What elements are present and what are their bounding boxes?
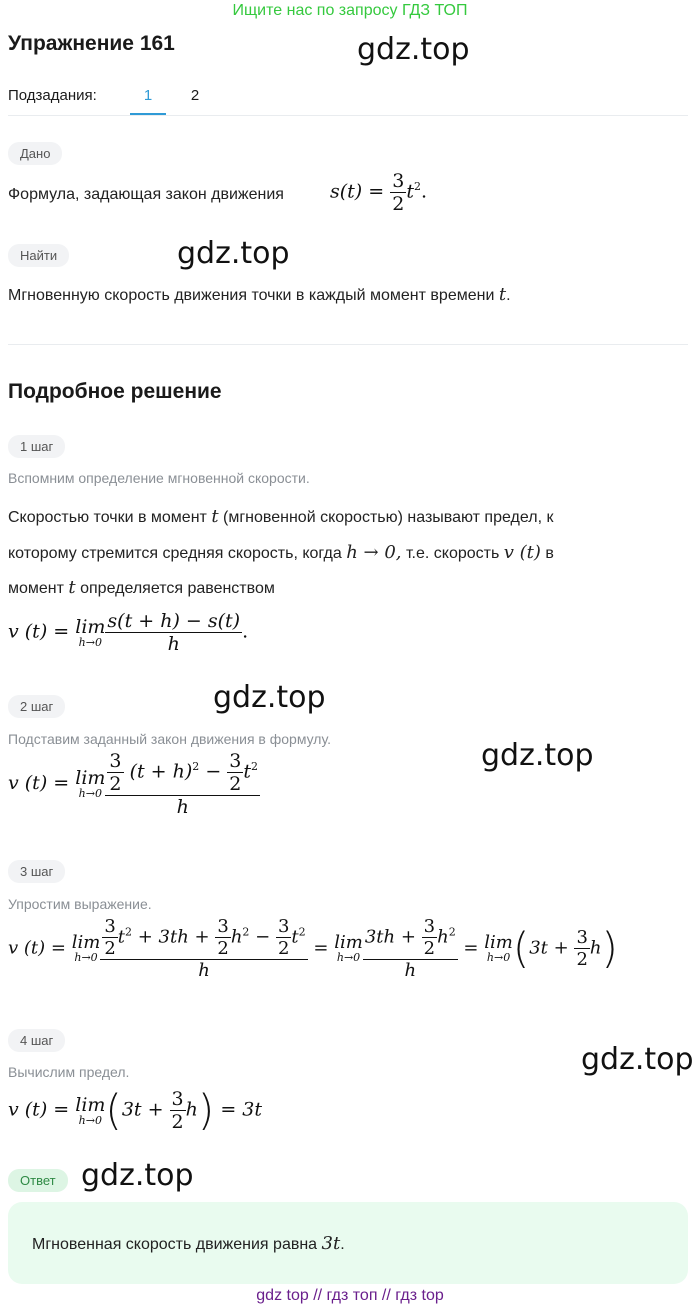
step-badge: 4 шаг <box>8 1029 65 1052</box>
tab-subtask-2[interactable]: 2 <box>190 87 200 104</box>
paren-open: ( <box>512 923 530 973</box>
watermark: gdz.top <box>177 236 290 271</box>
fraction <box>363 916 458 981</box>
math-var: h <box>437 926 449 948</box>
fraction-den: h <box>198 960 210 981</box>
formula-lhs: v (t) = <box>8 937 66 959</box>
fraction-num <box>100 916 307 960</box>
formula-result: = 3t <box>220 1098 263 1121</box>
fraction <box>105 610 242 655</box>
fraction-den: 2 <box>171 1111 184 1133</box>
answer-end: . <box>340 1236 345 1253</box>
fraction-den: 2 <box>392 193 405 215</box>
fraction-num: 3 <box>104 916 116 937</box>
top-banner: Ищите нас по запросу ГДЗ ТОП <box>232 2 468 19</box>
fraction-num: 3 <box>109 750 122 772</box>
math-sup: 2 <box>242 925 250 939</box>
fraction-den: 2 <box>423 938 436 959</box>
answer-text-label: Мгновенная скорость движения равна <box>32 1236 318 1253</box>
limit-sub: h→0 <box>78 787 102 800</box>
fraction-num: 3 <box>576 927 588 948</box>
limit-word: lim <box>75 767 106 789</box>
step-hint: Подставим заданный закон движения в формулу. <box>8 731 331 747</box>
step-text-line <box>8 577 275 598</box>
text-fragment: момент <box>8 580 64 597</box>
math-op: − <box>205 760 222 783</box>
paren-open: ( <box>105 1085 122 1135</box>
math-term: + 3th + <box>137 926 210 948</box>
step-badge: 3 шаг <box>8 860 65 883</box>
find-text-label: Мгновенную скорость движения точки в каждый момент времени <box>8 287 495 304</box>
tab-subtask-1[interactable]: 1 <box>143 87 153 104</box>
step-badge: 2 шаг <box>8 695 65 718</box>
paren-close: ) <box>601 923 618 973</box>
limit-sub: h→0 <box>78 1113 102 1127</box>
math-var: h <box>230 926 243 948</box>
given-text-label: Формула, задающая закон движения <box>8 186 284 203</box>
fraction <box>227 750 243 795</box>
given-text <box>8 186 284 204</box>
fraction-num: 3 <box>423 916 436 937</box>
answer-math: 3t <box>321 1233 341 1254</box>
step-text-line <box>8 542 554 563</box>
find-var: t <box>498 284 507 305</box>
limit-word: lim <box>334 932 363 953</box>
math-inline: h → 0, <box>346 542 402 563</box>
fraction <box>215 916 230 959</box>
limit <box>334 934 363 963</box>
math-var: t <box>211 506 219 527</box>
given-formula-end: . <box>420 180 427 203</box>
math-term: (t + h) <box>129 760 193 783</box>
watermark: gdz.top <box>581 1042 694 1077</box>
math-sup: 2 <box>192 760 200 774</box>
fraction <box>100 916 307 981</box>
math-op: − <box>255 926 271 948</box>
limit <box>72 934 101 963</box>
math-sup: 2 <box>298 925 306 939</box>
fraction-den: h <box>176 796 189 818</box>
formula-lhs: v (t) = <box>8 620 70 643</box>
limit-word: lim <box>75 615 106 638</box>
divider <box>8 115 688 116</box>
fraction-den: 2 <box>229 773 242 795</box>
fraction-num: 3 <box>392 170 405 192</box>
formula-end: . <box>242 620 249 643</box>
solution-heading: Подробное решение <box>8 380 222 403</box>
fraction-den: 2 <box>277 938 290 959</box>
math-sup: 2 <box>448 925 456 939</box>
step-badge: 1 шаг <box>8 435 65 458</box>
watermark: gdz.top <box>213 680 326 715</box>
given-formula-var: t <box>406 180 414 203</box>
watermark: gdz.top <box>481 738 594 773</box>
step3-formula <box>8 916 618 981</box>
limit <box>75 769 105 799</box>
math-inline: v (t) <box>503 542 541 563</box>
page-title: Упражнение 161 <box>8 32 175 55</box>
limit-word: lim <box>75 1093 106 1116</box>
limit-sub: h→0 <box>78 635 102 649</box>
text-fragment: (мгновенной скоростью) называют предел, к <box>223 509 554 526</box>
formula-lhs: v (t) = <box>8 1098 70 1121</box>
divider <box>8 344 688 345</box>
text-fragment: в <box>545 545 554 562</box>
step1-formula <box>8 610 248 655</box>
step-hint: Вычислим предел. <box>8 1064 130 1080</box>
find-text <box>8 284 511 305</box>
fraction <box>170 1088 186 1133</box>
math-var: t <box>243 760 252 783</box>
fraction-num: 3 <box>277 916 290 937</box>
fraction-den: h <box>167 633 180 655</box>
fraction <box>422 916 437 959</box>
limit <box>75 615 106 649</box>
watermark: gdz.top <box>357 32 470 67</box>
paren-close: ) <box>197 1085 215 1135</box>
given-formula <box>330 170 427 215</box>
answer-text <box>32 1233 345 1254</box>
answer-badge: Ответ <box>8 1169 68 1192</box>
step-hint: Упростим выражение. <box>8 896 152 912</box>
math-var: t <box>68 577 76 598</box>
find-badge: Найти <box>8 244 69 267</box>
fraction-num: 3 <box>171 1088 184 1110</box>
fraction <box>102 916 117 959</box>
fraction-den: h <box>404 960 417 981</box>
limit <box>484 934 513 963</box>
fraction <box>574 927 589 970</box>
math-var: h <box>589 937 602 959</box>
watermark: gdz.top <box>81 1158 194 1193</box>
step-hint: Вспомним определение мгновенной скорости. <box>8 470 310 486</box>
find-end: . <box>506 287 511 304</box>
fraction <box>390 170 406 215</box>
fraction-num <box>363 916 458 960</box>
step2-formula <box>8 750 260 818</box>
math-var: t <box>117 926 125 948</box>
fraction <box>107 750 123 795</box>
limit-sub: h→0 <box>336 951 361 964</box>
footer-links[interactable]: gdz top // гдз топ // гдз top <box>256 1287 444 1304</box>
math-term: 3th + <box>364 926 416 948</box>
math-op: = <box>463 937 479 959</box>
fraction <box>105 750 260 818</box>
fraction-num: 3 <box>229 750 242 772</box>
text-fragment: определяется равенством <box>80 580 275 597</box>
step-text-line <box>8 506 553 527</box>
subtasks-label: Подзадания: <box>8 87 97 104</box>
fraction-num <box>105 750 260 796</box>
given-formula-lhs: s(t) = <box>330 180 385 203</box>
given-formula-sup: 2 <box>413 180 421 194</box>
fraction-num: 3 <box>217 916 229 937</box>
text-fragment: Скоростью точки в момент <box>8 509 207 526</box>
math-sup: 2 <box>251 760 259 774</box>
limit-sub: h→0 <box>74 951 98 964</box>
math-sup: 2 <box>125 925 132 939</box>
limit <box>75 1093 106 1127</box>
fraction <box>276 916 291 959</box>
formula-lhs: v (t) = <box>8 772 70 794</box>
step4-formula <box>8 1085 263 1135</box>
fraction-den: 2 <box>109 773 122 795</box>
math-op: = <box>313 937 329 959</box>
limit-word: lim <box>71 932 101 953</box>
limit-sub: h→0 <box>486 951 511 964</box>
limit-word: lim <box>484 932 513 953</box>
given-badge: Дано <box>8 142 62 165</box>
text-fragment: которому стремится средняя скорость, когда <box>8 545 342 562</box>
fraction-den: 2 <box>104 938 116 959</box>
fraction-num: s(t + h) − s(t) <box>107 610 241 632</box>
fraction-den: 2 <box>576 949 588 970</box>
math-var: h <box>185 1098 198 1121</box>
math-term: 3t + <box>121 1098 164 1121</box>
fraction-den: 2 <box>217 938 229 959</box>
math-term: 3t + <box>529 937 569 959</box>
text-fragment: т.е. скорость <box>405 545 500 562</box>
math-var: t <box>291 926 299 948</box>
